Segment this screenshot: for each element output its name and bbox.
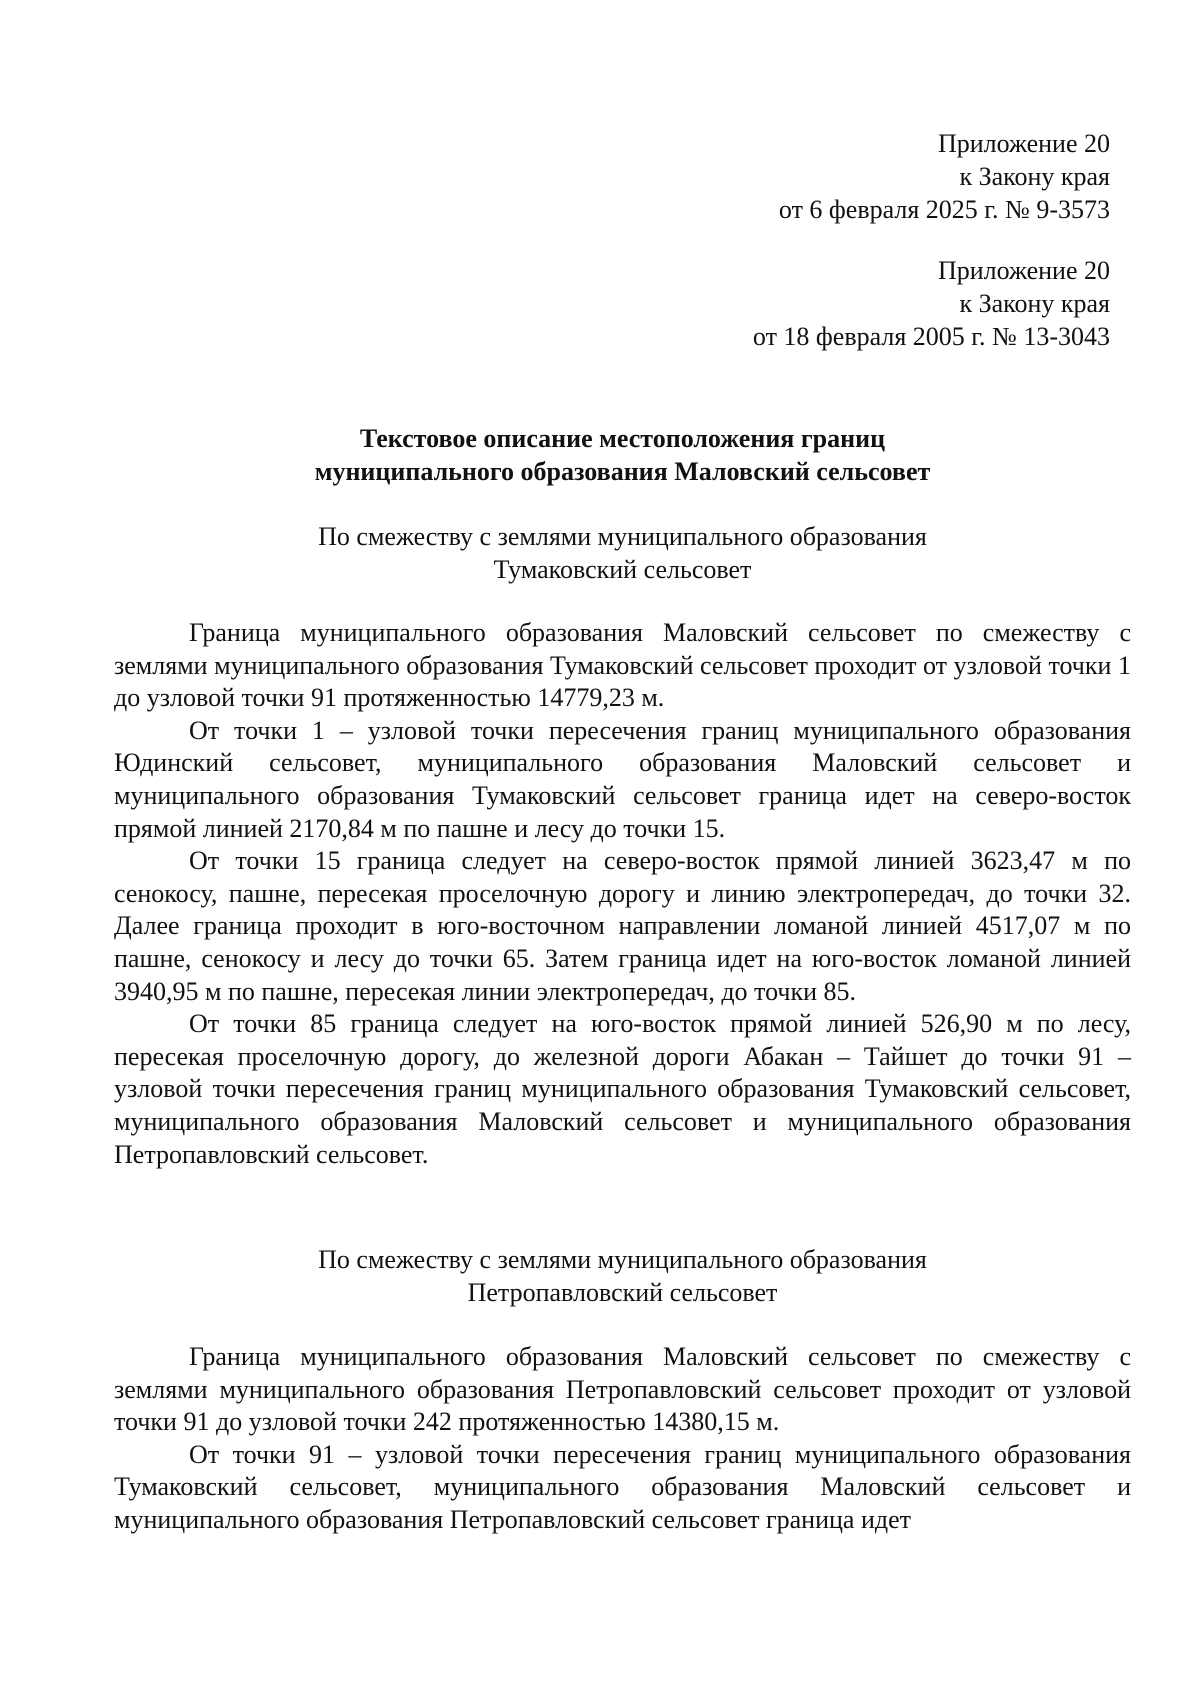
paragraph: От точки 91 – узловой точки пересечения границ муниципального образования Тумаковский сельсовет, муниципального образования Маловский сельсовет и муниципального образования Петропавловский сельсовет граница идет bbox=[114, 1439, 1131, 1534]
section-heading-petropavlovsky bbox=[114, 1243, 1131, 1309]
paragraph: Граница муниципального образования Маловский сельсовет по смежеству с землями муниципального образования Петропавловский сельсовет проходит от узловой точки 91 до узловой точки 242 протяженностью 14380,15 м. bbox=[114, 1342, 1131, 1437]
section-body-petropavlovsky bbox=[114, 1341, 1131, 1537]
section-heading-line-2: Тумаковский сельсовет bbox=[493, 555, 752, 584]
section-heading-line-1: По смежеству с землями муниципального образования bbox=[318, 522, 927, 551]
paragraph: Граница муниципального образования Маловский сельсовет по смежеству с землями муниципального образования Тумаковский сельсовет проходит от узловой точки 1 до узловой точки 91 протяженностью 14779,23 м. bbox=[114, 618, 1131, 713]
document-title-line-1: Текстовое описание местоположения границ bbox=[359, 424, 886, 453]
appendix-law-date: от 6 февраля 2025 г. № 9-3573 bbox=[778, 195, 1110, 224]
appendix-law-date: от 18 февраля 2005 г. № 13-3043 bbox=[752, 322, 1110, 351]
section-heading-line-1: По смежеству с землями муниципального образования bbox=[318, 1245, 927, 1274]
appendix-header-original bbox=[753, 254, 1110, 353]
section-heading-line-2: Петропавловский сельсовет bbox=[467, 1278, 778, 1307]
paragraph: От точки 15 граница следует на северо-восток прямой линией 3623,47 м по сенокосу, пашне, пересекая проселочную дорогу и линию электропередач, до точки 32. Далее граница проходит в юго-восточном направлении ломаной линией 4517,07 м по пашне, сенокосу и лесу до точки 65. Затем граница идет на юго-восток ломаной линией 3940,95 м по пашне, пересекая линии электропередач, до точки 85. bbox=[114, 846, 1131, 1006]
appendix-law-reference: к Закону края bbox=[959, 162, 1110, 191]
appendix-header-current bbox=[779, 127, 1110, 226]
paragraph: От точки 1 – узловой точки пересечения границ муниципального образования Юдинский сельсовет, муниципального образования Маловский сельсовет и муниципального образования Тумаковский сельсовет граница идет на северо-восток прямой линией 2170,84 м по пашне и лесу до точки 15. bbox=[114, 715, 1131, 843]
document-title bbox=[114, 422, 1131, 488]
paragraph: От точки 85 граница следует на юго-восток прямой линией 526,90 м по лесу, пересекая проселочную дорогу, до железной дороги Абакан – Тайшет до точки 91 – узловой точки пересечения границ муниципального образования Тумаковский сельсовет, муниципального образования Маловский сельсовет и муниципального образования Петропавловский сельсовет. bbox=[114, 1009, 1131, 1169]
appendix-number: Приложение 20 bbox=[937, 256, 1110, 285]
appendix-law-reference: к Закону края bbox=[959, 289, 1110, 318]
section-body-tumakovsky bbox=[114, 617, 1131, 1171]
document-title-line-2: муниципального образования Маловский сельсовет bbox=[314, 457, 931, 486]
appendix-number: Приложение 20 bbox=[937, 129, 1110, 158]
section-heading-tumakovsky bbox=[114, 520, 1131, 586]
